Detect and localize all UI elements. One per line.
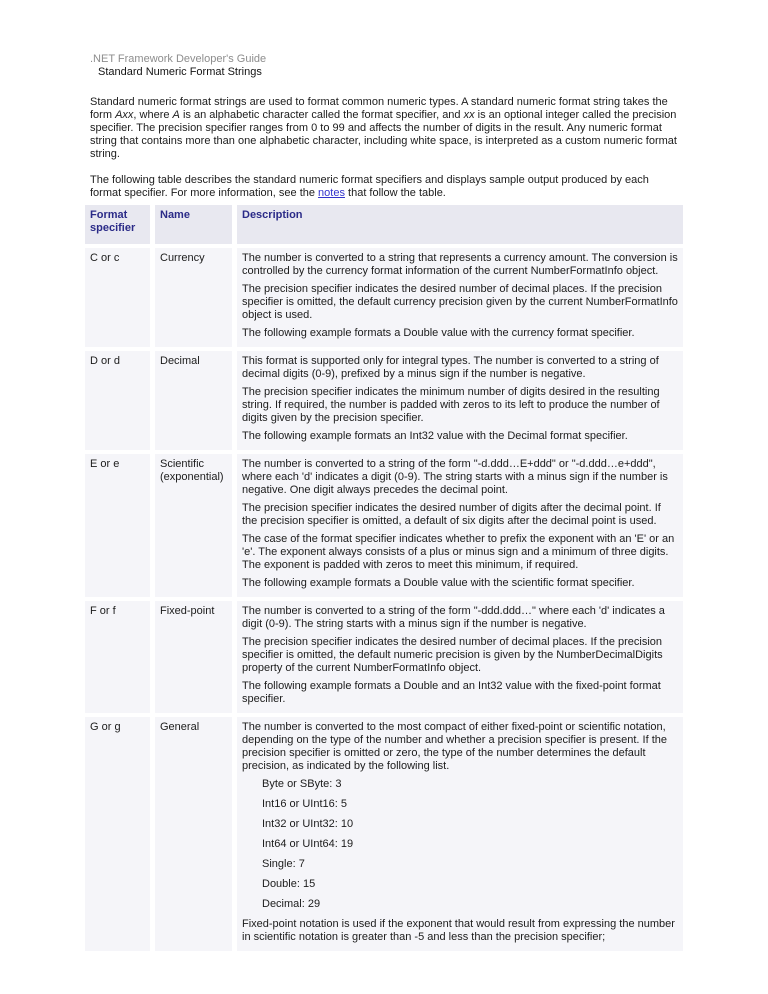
text-segment: is an optional integer called the precision specifier. The precision specifier ranges from 0 to 99 and affects the number of digits in the result. Any numeric format string that contains more than one alphabetic character, including white space, is interpreted as a custom numeric format string. — [90, 109, 677, 160]
italic-term: A — [172, 109, 180, 121]
list-item: Int64 or UInt64: 19 — [262, 838, 354, 850]
text-segment: The following table describes the standard numeric format specifiers and displays sample output produced by each format specifier. For more information, see the — [90, 174, 649, 199]
header-description: Description — [237, 205, 683, 244]
text-segment: , where — [133, 109, 173, 121]
description-paragraph: The following example formats an Int32 value with the Decimal format specifier. — [242, 430, 628, 442]
description-paragraph: The precision specifier indicates the minimum number of digits desired in the resulting string. If required, the number is padded with zeros to its left to produce the number of digits given by the precision specifier. — [242, 386, 660, 424]
description-paragraph: This format is supported only for integral types. The number is converted to a string of decimal digits (0-9), prefixed by a minus sign if the number is negative. — [242, 355, 659, 380]
guide-kicker: .NET Framework Developer's Guide — [90, 53, 267, 65]
list-item: Int16 or UInt16: 5 — [262, 798, 347, 810]
description-paragraph: The following example formats a Double value with the currency format specifier. — [242, 327, 635, 339]
description-paragraph: The following example formats a Double value with the scientific format specifier. — [242, 577, 635, 589]
table-row — [85, 717, 683, 951]
cell-name: Decimal — [155, 351, 232, 450]
document-page — [85, 53, 683, 951]
header-format-specifier: Format specifier — [85, 205, 150, 244]
description-paragraph: The number is converted to the most compact of either fixed-point or scientific notation, depending on the type of the number and whether a precision specifier is present. If the precision specifier is omitted or zero, the type of the number determines the default precision, as indicated by the following list. — [242, 721, 667, 772]
description-paragraph: The number is converted to a string of the form "-d.ddd…E+ddd" or "-d.ddd…e+ddd", where each 'd' indicates a digit (0-9). The string starts with a minus sign if the number is negative. One digit always precedes the decimal point. — [242, 458, 668, 496]
page-title: Standard Numeric Format Strings — [98, 66, 262, 78]
intro-section — [85, 96, 683, 200]
intro-paragraph — [90, 174, 683, 200]
cell-format-specifier: E or e — [85, 454, 150, 597]
cell-format-specifier: F or f — [85, 601, 150, 713]
italic-term: xx — [463, 109, 475, 121]
table-row — [85, 601, 683, 713]
description-paragraph: The number is converted to a string that represents a currency amount. The conversion is controlled by the currency format information of the current NumberFormatInfo object. — [242, 252, 678, 277]
cell-description — [237, 248, 683, 347]
cell-name: Fixed-point — [155, 601, 232, 713]
description-paragraph: The number is converted to a string of the form "-ddd.ddd…" where each 'd' indicates a digit (0-9). The string starts with a minus sign if the number is negative. — [242, 605, 665, 630]
list-item: Byte or SByte: 3 — [262, 778, 342, 790]
italic-term: Axx — [115, 109, 134, 121]
list-item: Int32 or UInt32: 10 — [262, 818, 354, 830]
table-row — [85, 351, 683, 450]
cell-format-specifier: D or d — [85, 351, 150, 450]
description-paragraph: The precision specifier indicates the desired number of decimal places. If the precision specifier is omitted, the default currency precision given by the current NumberFormatInfo object is used. — [242, 283, 678, 321]
text-segment: Standard numeric format strings are used to format common numeric types. A standard numeric format string takes the form — [90, 96, 668, 121]
format-specifiers-table — [85, 205, 683, 951]
text-segment: is an alphabetic character called the format specifier, and — [179, 109, 464, 121]
default-precision-list — [242, 778, 678, 911]
table-row — [85, 454, 683, 597]
description-paragraph: The precision specifier indicates the desired number of digits after the decimal point. If the precision specifier is omitted, a default of six digits after the decimal point is used. — [242, 502, 661, 527]
list-item: Single: 7 — [262, 858, 305, 870]
cell-name: General — [155, 717, 232, 951]
description-paragraph: The following example formats a Double and an Int32 value with the fixed-point format specifier. — [242, 680, 661, 705]
header-name: Name — [155, 205, 232, 244]
table-row — [85, 248, 683, 347]
text-segment: that follow the table. — [344, 187, 446, 199]
description-paragraph: The precision specifier indicates the desired number of decimal places. If the precision specifier is omitted, the default numeric precision is given by the NumberDecimalDigits property of the current NumberFormatInfo object. — [242, 636, 663, 674]
description-paragraph: Fixed-point notation is used if the exponent that would result from expressing the number in scientific notation is greater than -5 and less than the precision specifier; — [242, 918, 675, 943]
list-item: Double: 15 — [262, 878, 316, 890]
cell-format-specifier: G or g — [85, 717, 150, 951]
cell-description — [237, 601, 683, 713]
cell-format-specifier: C or c — [85, 248, 150, 347]
cell-description — [237, 351, 683, 450]
cell-name: Scientific (exponential) — [155, 454, 232, 597]
cell-name: Currency — [155, 248, 232, 347]
intro-paragraph — [90, 96, 683, 161]
notes-link[interactable]: notes — [318, 187, 345, 199]
cell-description — [237, 717, 683, 951]
list-item: Decimal: 29 — [262, 898, 321, 910]
description-paragraph: The case of the format specifier indicates whether to prefix the exponent with an 'E' or an 'e'. The exponent always consists of a plus or minus sign and a minimum of three digits. The exponent is padded with zeros to meet this minimum, if required. — [242, 533, 675, 571]
cell-description — [237, 454, 683, 597]
table-header-row — [85, 205, 683, 244]
